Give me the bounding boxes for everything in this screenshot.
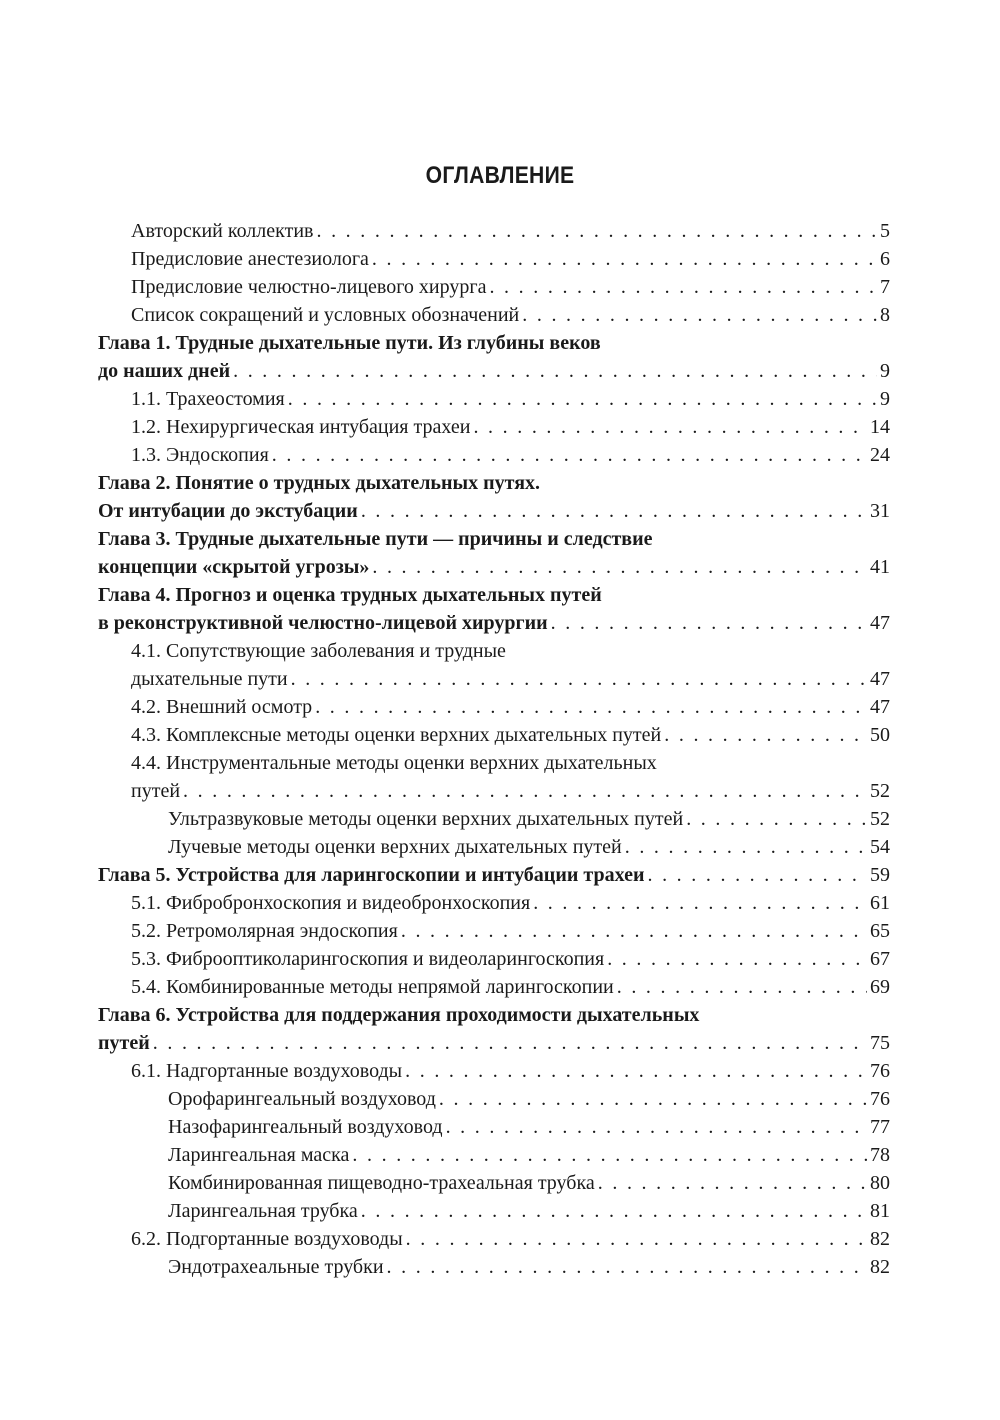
toc-entry-line [131, 413, 890, 441]
toc-section-entry[interactable] [98, 973, 890, 1001]
toc-page-number: 6 [880, 248, 890, 270]
toc-entry-title: 1.2. Нехирургическая интубация трахеи [131, 416, 471, 438]
toc-section-entry[interactable] [98, 441, 890, 469]
toc-entry-line [131, 945, 890, 973]
toc-entry-title: Глава 4. Прогноз и оценка трудных дыхательных путей [98, 584, 602, 606]
toc-entry-title: Ларингеальная маска [168, 1144, 350, 1166]
toc-entry-line [168, 805, 890, 833]
toc-entry-line [98, 525, 890, 553]
toc-entry-line [98, 497, 890, 525]
toc-entry-title: концепции «скрытой угрозы» [98, 556, 370, 578]
toc-page-number: 14 [870, 416, 890, 438]
toc-entry-title: в реконструктивной челюстно-лицевой хирургии [98, 612, 548, 634]
toc-entry-title: От интубации до экстубации [98, 500, 358, 522]
toc-page-number: 47 [870, 668, 890, 690]
toc-entry-line [98, 861, 890, 889]
toc-entry-line [131, 777, 890, 805]
toc-entry-title: 5.4. Комбинированные методы непрямой ларингоскопии [131, 976, 614, 998]
page-title: ОГЛАВЛЕНИЕ [425, 162, 575, 189]
toc-entry-line [131, 217, 890, 245]
toc-entry-title: путей [98, 1032, 150, 1054]
toc-entry-line [168, 1253, 890, 1281]
toc-page-number: 54 [870, 836, 890, 858]
dot-leader [316, 217, 877, 245]
table-of-contents [98, 217, 890, 1281]
toc-entry-title: 1.1. Трахеостомия [131, 388, 285, 410]
toc-page-number: 65 [870, 920, 890, 942]
toc-entry-title: Глава 3. Трудные дыхательные пути — причины и следствие [98, 528, 653, 550]
toc-section-entry[interactable] [98, 273, 890, 301]
toc-section-entry[interactable] [98, 637, 890, 693]
toc-page-number: 47 [870, 696, 890, 718]
toc-section-entry[interactable] [98, 889, 890, 917]
toc-entry-title: путей [131, 780, 181, 802]
toc-entry-line [131, 273, 890, 301]
toc-section-entry[interactable] [98, 1225, 890, 1253]
toc-page-number: 76 [870, 1060, 890, 1082]
toc-page-number: 59 [870, 864, 890, 886]
toc-page-number: 69 [870, 976, 890, 998]
toc-entry-title: Глава 1. Трудные дыхательные пути. Из глубины веков [98, 332, 601, 354]
dot-leader [647, 861, 867, 889]
dot-leader [372, 553, 867, 581]
toc-entry-title: до наших дней [98, 360, 231, 382]
dot-leader [522, 301, 877, 329]
toc-entry-title: 4.1. Сопутствующие заболевания и трудные [131, 640, 506, 662]
dot-leader [401, 917, 867, 945]
toc-page-number: 81 [870, 1200, 890, 1222]
dot-leader [387, 1253, 867, 1281]
toc-entry-line [98, 469, 890, 497]
toc-page-number: 50 [870, 724, 890, 746]
toc-entry-title: 6.1. Надгортанные воздуховоды [131, 1060, 403, 1082]
toc-entry-line [131, 441, 890, 469]
toc-entry-line [131, 637, 890, 665]
toc-page-number: 7 [880, 276, 890, 298]
toc-entry-title: Назофарингеальный воздуховод [168, 1116, 443, 1138]
dot-leader [598, 1169, 867, 1197]
toc-entry-title: Глава 5. Устройства для ларингоскопии и интубации трахеи [98, 864, 645, 886]
toc-section-entry[interactable] [98, 1169, 890, 1197]
dot-leader [625, 833, 867, 861]
dot-leader [361, 497, 867, 525]
toc-chapter-entry[interactable] [98, 1001, 890, 1057]
dot-leader [405, 1057, 867, 1085]
toc-entry-line [168, 1085, 890, 1113]
toc-entry-line [131, 301, 890, 329]
toc-entry-line [168, 1169, 890, 1197]
toc-page-number: 67 [870, 948, 890, 970]
toc-section-entry[interactable] [98, 1253, 890, 1281]
toc-section-entry[interactable] [98, 217, 890, 245]
toc-page-number: 61 [870, 892, 890, 914]
toc-section-entry[interactable] [98, 721, 890, 749]
toc-entry-line [131, 665, 890, 693]
toc-entry-title: 5.1. Фибробронхоскопия и видеобронхоскопия [131, 892, 531, 914]
toc-page-number: 80 [870, 1172, 890, 1194]
toc-page-number: 9 [880, 360, 890, 382]
toc-page-number: 8 [880, 304, 890, 326]
toc-page-number: 31 [870, 500, 890, 522]
dot-leader [352, 1141, 867, 1169]
toc-section-entry[interactable] [98, 1113, 890, 1141]
toc-section-entry[interactable] [98, 1141, 890, 1169]
toc-section-entry[interactable] [98, 833, 890, 861]
toc-entry-title: 4.4. Инструментальные методы оценки верхних дыхательных [131, 752, 657, 774]
dot-leader [551, 609, 867, 637]
toc-entry-title: 4.3. Комплексные методы оценки верхних дыхательных путей [131, 724, 662, 746]
toc-entry-title: Орофарингеальный воздуховод [168, 1088, 436, 1110]
toc-entry-title: Список сокращений и условных обозначений [131, 304, 520, 326]
dot-leader [183, 777, 867, 805]
toc-page-number: 47 [870, 612, 890, 634]
dot-leader [489, 273, 877, 301]
toc-entry-title: Глава 6. Устройства для поддержания проходимости дыхательных [98, 1004, 700, 1026]
toc-page-number: 5 [880, 220, 890, 242]
toc-section-entry[interactable] [98, 1085, 890, 1113]
dot-leader [686, 805, 867, 833]
toc-page-number: 76 [870, 1088, 890, 1110]
toc-entry-line [98, 1001, 890, 1029]
toc-section-entry[interactable] [98, 749, 890, 805]
toc-entry-title: 5.2. Ретромолярная эндоскопия [131, 920, 398, 942]
toc-page-number: 78 [870, 1144, 890, 1166]
dot-leader [406, 1225, 867, 1253]
toc-section-entry[interactable] [98, 301, 890, 329]
toc-entry-line [131, 721, 890, 749]
toc-entry-title: 1.3. Эндоскопия [131, 444, 269, 466]
toc-entry-line [168, 1113, 890, 1141]
toc-section-entry[interactable] [98, 245, 890, 273]
toc-page-number: 24 [870, 444, 890, 466]
dot-leader [361, 1197, 867, 1225]
toc-chapter-entry[interactable] [98, 581, 890, 637]
toc-page-number: 77 [870, 1116, 890, 1138]
toc-entry-title: Предисловие челюстно-лицевого хирурга [131, 276, 487, 298]
toc-chapter-entry[interactable] [98, 329, 890, 385]
dot-leader [617, 973, 867, 1001]
dot-leader [446, 1113, 867, 1141]
toc-entry-title: Эндотрахеальные трубки [168, 1256, 384, 1278]
toc-entry-line [168, 1141, 890, 1169]
toc-section-entry[interactable] [98, 693, 890, 721]
toc-entry-line [168, 833, 890, 861]
dot-leader [288, 385, 877, 413]
dot-leader [473, 413, 867, 441]
dot-leader [533, 889, 867, 917]
toc-entry-line [131, 973, 890, 1001]
toc-entry-line [98, 329, 890, 357]
dot-leader [272, 441, 867, 469]
toc-entry-line [131, 385, 890, 413]
toc-entry-line [131, 1057, 890, 1085]
toc-entry-line [98, 357, 890, 385]
toc-entry-title: Авторский коллектив [131, 220, 314, 242]
toc-entry-title: Ларингеальная трубка [168, 1200, 358, 1222]
toc-section-entry[interactable] [98, 1057, 890, 1085]
toc-section-entry[interactable] [98, 805, 890, 833]
toc-page-number: 82 [870, 1228, 890, 1250]
dot-leader [315, 693, 867, 721]
toc-entry-title: дыхательные пути [131, 668, 288, 690]
toc-section-entry[interactable] [98, 1197, 890, 1225]
dot-leader [664, 721, 867, 749]
toc-chapter-entry[interactable] [98, 525, 890, 581]
toc-page-number: 52 [870, 808, 890, 830]
dot-leader [372, 245, 877, 273]
toc-entry-title: Глава 2. Понятие о трудных дыхательных путях. [98, 472, 541, 494]
toc-entry-title: Ультразвуковые методы оценки верхних дыхательных путей [168, 808, 684, 830]
toc-section-entry[interactable] [98, 385, 890, 413]
toc-section-entry[interactable] [98, 413, 890, 441]
toc-page-number: 9 [880, 388, 890, 410]
toc-entry-title: Предисловие анестезиолога [131, 248, 369, 270]
toc-chapter-entry[interactable] [98, 861, 890, 889]
toc-entry-title: 4.2. Внешний осмотр [131, 696, 313, 718]
toc-entry-line [131, 693, 890, 721]
toc-entry-line [131, 889, 890, 917]
toc-entry-title: 5.3. Фиброоптиколарингоскопия и видеоларингоскопия [131, 948, 605, 970]
toc-entry-title: Лучевые методы оценки верхних дыхательных путей [168, 836, 622, 858]
toc-entry-title: 6.2. Подгортанные воздуховоды [131, 1228, 403, 1250]
toc-page-number: 75 [870, 1032, 890, 1054]
toc-entry-line [168, 1197, 890, 1225]
toc-entry-line [131, 245, 890, 273]
dot-leader [233, 357, 877, 385]
toc-entry-line [98, 1029, 890, 1057]
toc-entry-line [131, 749, 890, 777]
toc-section-entry[interactable] [98, 945, 890, 973]
toc-entry-line [98, 581, 890, 609]
dot-leader [153, 1029, 867, 1057]
toc-entry-line [98, 609, 890, 637]
toc-page-number: 82 [870, 1256, 890, 1278]
toc-page-number: 41 [870, 556, 890, 578]
dot-leader [439, 1085, 867, 1113]
toc-entry-line [98, 553, 890, 581]
toc-entry-line [131, 1225, 890, 1253]
toc-entry-title: Комбинированная пищеводно-трахеальная трубка [168, 1172, 595, 1194]
toc-entry-line [131, 917, 890, 945]
toc-chapter-entry[interactable] [98, 469, 890, 525]
dot-leader [291, 665, 867, 693]
dot-leader [607, 945, 867, 973]
toc-page-number: 52 [870, 780, 890, 802]
toc-section-entry[interactable] [98, 917, 890, 945]
